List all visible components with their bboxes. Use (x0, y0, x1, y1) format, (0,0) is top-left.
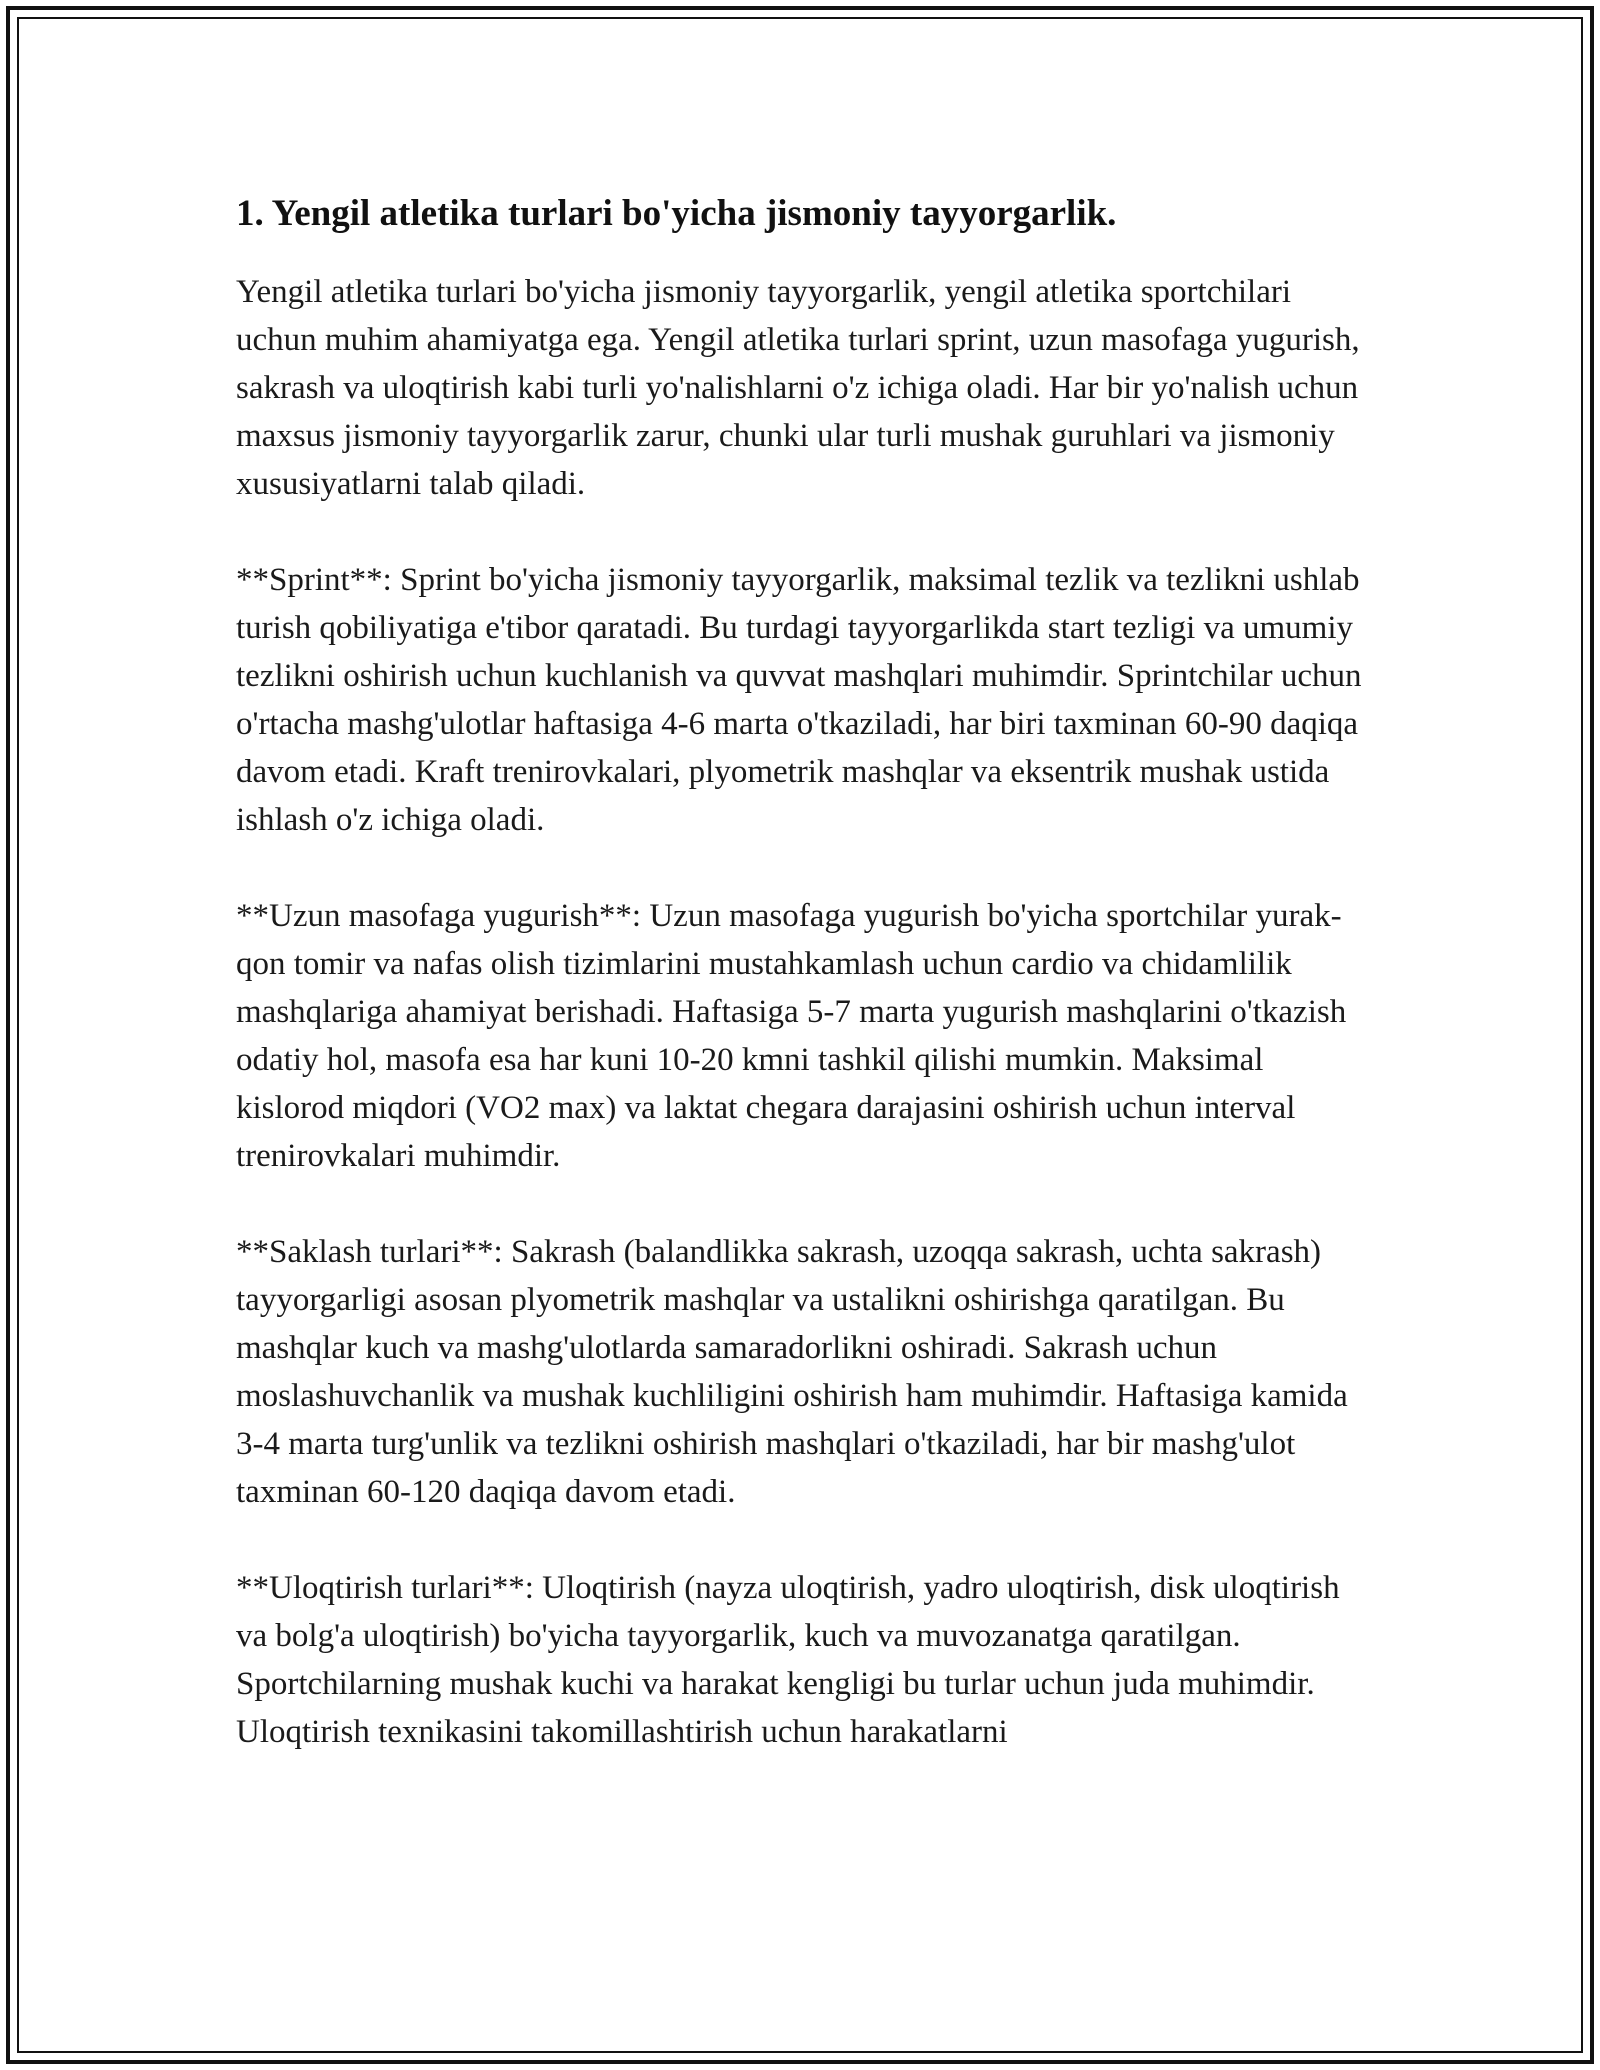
long-distance-paragraph: **Uzun masofaga yugurish**: Uzun masofaga yugurish bo'yicha sportchilar yurak-qon tomir va nafas olish tizimlarini mustahkamlash uchun cardio va chidamlilik mashqlariga ahamiyat berishadi. Haftasiga 5-7 marta yugurish mashqlarini o'tkazish odatiy hol, masofa esa har kuni 10-20 kmni tashkil qilishi mumkin. Maksimal kislorod miqdori (VO2 max) va laktat chegara darajasini oshirish uchun interval trenirovkalari muhimdir. (236, 898, 1347, 1174)
document-body (236, 186, 1376, 1804)
intro-paragraph: Yengil atletika turlari bo'yicha jismoniy tayyorgarlik, yengil atletika sportchilari uchun muhim ahamiyatga ega. Yengil atletika turlari sprint, uzun masofaga yugurish, sakrash va uloqtirish kabi turli yo'nalishlarni o'z ichiga oladi. Har bir yo'nalish uchun maxsus jismoniy tayyorgarlik zarur, chunki ular turli mushak guruhlari va jismoniy xususiyatlarni talab qiladi. (236, 274, 1360, 502)
document-title: 1. Yengil atletika turlari bo'yicha jismoniy tayyorgarlik. (236, 193, 1117, 234)
throwing-paragraph: **Uloqtirish turlari**: Uloqtirish (nayza uloqtirish, yadro uloqtirish, disk uloqtirish va bolg'a uloqtirish) bo'yicha tayyorgarlik, kuch va muvozanatga qaratilgan. Sportchilarning mushak kuchi va harakat kengligi bu turlar uchun juda muhimdir. Uloqtirish texnikasini takomillashtirish uchun harakatlarni (236, 1570, 1340, 1750)
jumping-paragraph: **Saklash turlari**: Sakrash (balandlikka sakrash, uzoqqa sakrash, uchta sakrash) tayyorgarligi asosan plyometrik mashqlar va ustalikni oshirishga qaratilgan. Bu mashqlar kuch va mashg'ulotlarda samaradorlikni oshiradi. Sakrash uchun moslashuvchanlik va mushak kuchliligini oshirish ham muhimdir. Haftasiga kamida 3-4 marta turg'unlik va tezlikni oshirish mashqlari o'tkaziladi, har bir mashg'ulot taxminan 60-120 daqiqa davom etadi. (236, 1234, 1348, 1510)
sprint-paragraph: **Sprint**: Sprint bo'yicha jismoniy tayyorgarlik, maksimal tezlik va tezlikni ushlab turish qobiliyatiga e'tibor qaratadi. Bu turdagi tayyorgarlikda start tezligi va umumiy tezlikni oshirish uchun kuchlanish va quvvat mashqlari muhimdir. Sprintchilar uchun o'rtacha mashg'ulotlar haftasiga 4-6 marta o'tkaziladi, har biri taxminan 60-90 daqiqa davom etadi. Kraft trenirovkalari, plyometrik mashqlar va eksentrik mushak ustida ishlash o'z ichiga oladi. (236, 562, 1362, 838)
